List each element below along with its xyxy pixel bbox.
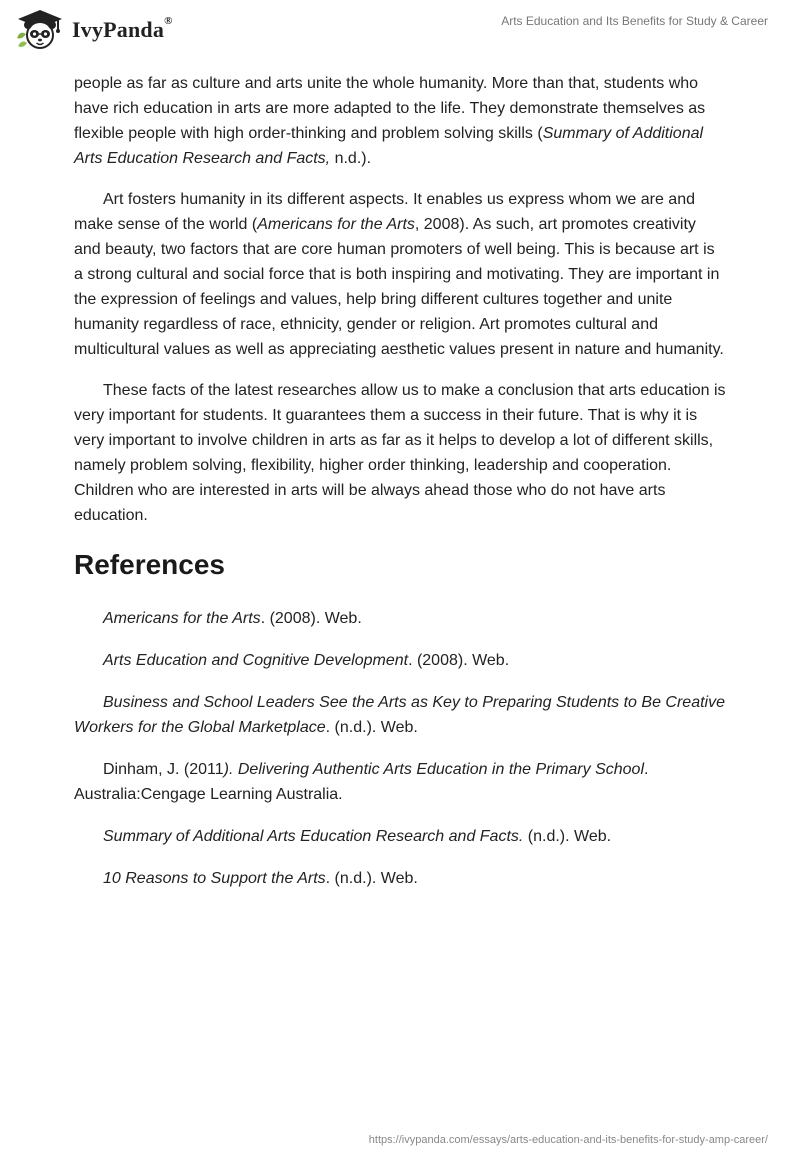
paragraph-1: people as far as culture and arts unite the whole humanity. More than that, students who have rich education in arts are more adapted to the life. They demonstrate themselves as flexible people with high order-thinking and problem solving skills (Summary of Additional Arts Education Research and Facts, n.d.). [74, 75, 706, 167]
registered-mark: ® [164, 15, 173, 27]
document-title: Arts Education and Its Benefits for Study & Career [501, 14, 768, 28]
reference-item: Summary of Additional Arts Education Research and Facts. (n.d.). Web. [103, 828, 612, 845]
panda-graduate-icon [14, 8, 66, 52]
reference-item: Americans for the Arts. (2008). Web. [103, 610, 362, 627]
paragraph-2: Art fosters humanity in its different aspects. It enables us express whom we are and make sense of the world (Americans for the Arts, 2008). As such, art promotes creativity and beauty, two factors that are core human promoters of well being. This is because art is a strong cultural and social force that is both inspiring and motivating. They are important in the expression of feelings and values, help bring different cultures together and unite humanity regardless of race, ethnicity, gender or religion. Art promotes cultural and multicultural values as well as appreciating aesthetic values present in nature and humanity. [74, 191, 724, 358]
paragraph-3: These facts of the latest researches allow us to make a conclusion that arts education is very important for students. It guarantees them a success in their future. That is why it is very important to involve children in arts as far as it helps to develop a lot of different skills, namely problem solving, flexibility, higher order thinking, leadership and cooperation. Children who are interested in arts will be always ahead those who do not have arts education. [74, 382, 726, 524]
brand-logo[interactable] [14, 8, 173, 52]
reference-item: Dinham, J. (2011). Delivering Authentic Arts Education in the Primary School. Australia:Cengage Learning Australia. [74, 761, 649, 803]
references-heading: References [74, 549, 225, 580]
reference-item: Business and School Leaders See the Arts as Key to Preparing Students to Be Creative Workers for the Global Marketplace. (n.d.). Web. [74, 694, 725, 736]
essay-content [74, 71, 726, 908]
reference-item: 10 Reasons to Support the Arts. (n.d.). Web. [103, 870, 418, 887]
page-header [0, 0, 800, 60]
reference-item: Arts Education and Cognitive Development. (2008). Web. [103, 652, 510, 669]
source-url[interactable]: https://ivypanda.com/essays/arts-education-and-its-benefits-for-study-amp-career/ [368, 1134, 768, 1146]
brand-name: IvyPanda® [72, 15, 173, 42]
